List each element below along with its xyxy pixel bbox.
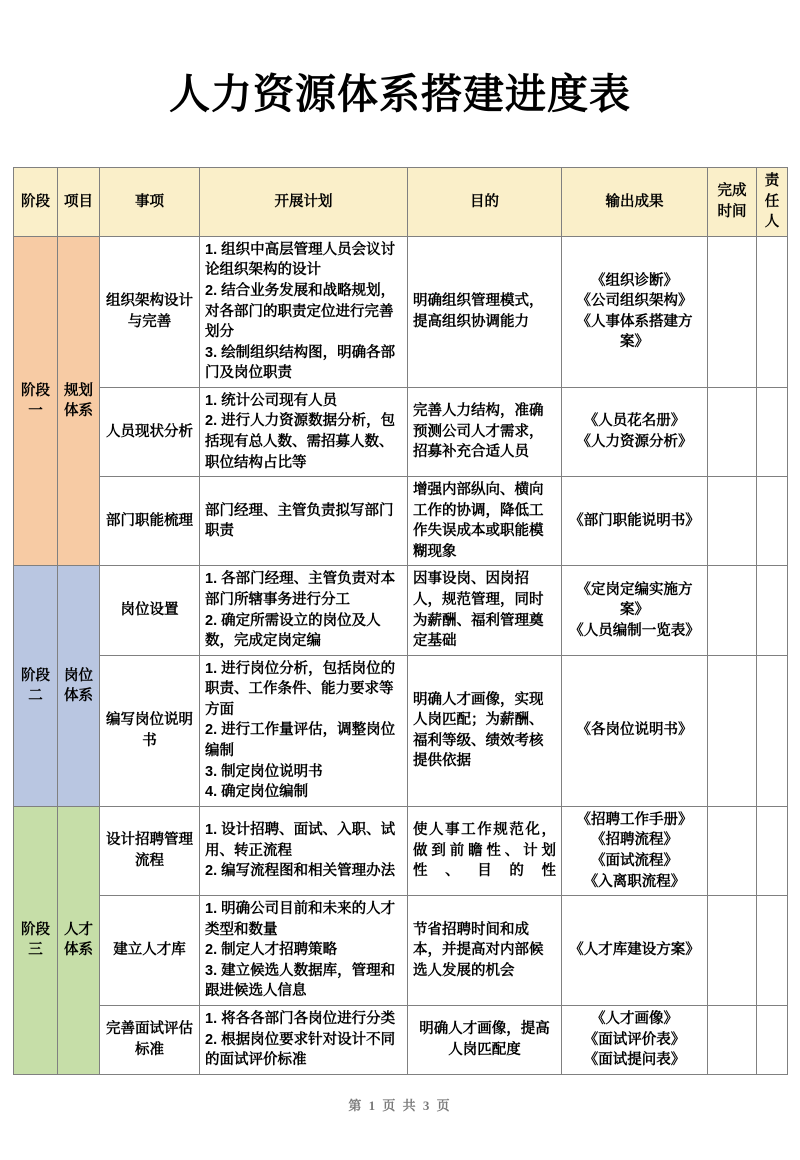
owner-cell[interactable] — [757, 236, 788, 387]
plan-line: 1. 设计招聘、面试、入职、试用、转正流程 — [205, 822, 396, 859]
table-row — [14, 1006, 788, 1075]
output-line: 《人力资源分析》 — [576, 433, 693, 450]
completion-date-cell[interactable] — [708, 806, 757, 895]
output-cell — [562, 236, 708, 387]
output-line: 《人员花名册》 — [583, 413, 686, 430]
plan-line: 2. 确定所需设立的岗位及人数，完成定岗定编 — [205, 612, 381, 650]
column-header-purpose: 目的 — [408, 168, 562, 237]
output-line: 《组织诊断》 — [591, 272, 678, 289]
table-row — [14, 566, 788, 655]
item-cell: 岗位设置 — [100, 566, 200, 655]
completion-date-cell[interactable] — [708, 896, 757, 1006]
output-line: 《面试提问表》 — [583, 1052, 686, 1069]
output-cell — [562, 477, 708, 566]
plan-cell — [200, 236, 408, 387]
completion-date-cell[interactable] — [708, 655, 757, 806]
owner-cell[interactable] — [757, 387, 788, 476]
plan-cell — [200, 387, 408, 476]
plan-line: 部门经理、主管负责拟写部门职责 — [205, 502, 394, 540]
project-cell: 规划体系 — [58, 236, 100, 566]
plan-line: 3. 建立候选人数据库，管理和跟进候选人信息 — [205, 962, 396, 1000]
output-cell — [562, 896, 708, 1006]
table-row — [14, 236, 788, 387]
column-header-plan: 开展计划 — [200, 168, 408, 237]
column-header-item: 事项 — [100, 168, 200, 237]
table-container — [0, 167, 800, 1075]
item-cell: 编写岗位说明书 — [100, 655, 200, 806]
plan-line: 1. 统计公司现有人员 — [205, 392, 338, 409]
completion-date-cell[interactable] — [708, 387, 757, 476]
item-cell: 设计招聘管理流程 — [100, 806, 200, 895]
output-cell — [562, 655, 708, 806]
column-header-output: 输出成果 — [562, 168, 708, 237]
output-line: 《面试流程》 — [591, 852, 678, 869]
plan-line: 2. 进行人力资源数据分析，包括现有总人数、需招募人数、职位结构占比等 — [205, 413, 396, 471]
output-line: 《人员编制一览表》 — [569, 622, 700, 639]
table-row — [14, 477, 788, 566]
owner-cell[interactable] — [757, 1006, 788, 1075]
plan-cell — [200, 806, 408, 895]
column-header-date: 完成时间 — [708, 168, 757, 237]
output-line: 《部门职能说明书》 — [569, 512, 700, 529]
output-line: 《定岗定编实施方案》 — [576, 581, 693, 619]
column-header-project: 项目 — [58, 168, 100, 237]
completion-date-cell[interactable] — [708, 1006, 757, 1075]
purpose-cell: 完善人力结构，准确预测公司人才需求，招募补充合适人员 — [408, 387, 562, 476]
completion-date-cell[interactable] — [708, 477, 757, 566]
output-line: 《面试评价表》 — [583, 1031, 686, 1048]
table-row — [14, 896, 788, 1006]
plan-line: 2. 根据岗位要求针对设计不同的面试评价标准 — [205, 1031, 396, 1069]
plan-cell — [200, 566, 408, 655]
purpose-cell: 增强内部纵向、横向工作的协调，降低工作失误成本或职能模糊现象 — [408, 477, 562, 566]
output-line: 《招聘流程》 — [591, 832, 678, 849]
item-cell: 人员现状分析 — [100, 387, 200, 476]
item-cell: 完善面试评估标准 — [100, 1006, 200, 1075]
stage-cell: 阶段二 — [14, 566, 58, 806]
owner-cell[interactable] — [757, 566, 788, 655]
progress-table — [13, 167, 788, 1075]
plan-line: 3. 绘制组织结构图，明确各部门及岗位职责 — [205, 344, 396, 382]
plan-line: 1. 将各各部门各岗位进行分类 — [205, 1011, 396, 1027]
table-row — [14, 806, 788, 895]
output-cell — [562, 806, 708, 895]
column-header-stage: 阶段 — [14, 168, 58, 237]
plan-line: 1. 组织中高层管理人员会议讨论组织架构的设计 — [205, 241, 396, 279]
owner-cell[interactable] — [757, 477, 788, 566]
project-cell: 人才体系 — [58, 806, 100, 1074]
page-title: 人力资源体系搭建进度表 — [169, 70, 631, 119]
purpose-cell: 因事设岗、因岗招人，规范管理，同时为薪酬、福利管理奠定基础 — [408, 566, 562, 655]
plan-line: 3. 制定岗位说明书 — [205, 763, 323, 780]
table-row — [14, 387, 788, 476]
purpose-cell: 使人事工作规范化，做到前瞻性、计划性、目的性 — [408, 806, 562, 895]
output-line: 《入离职流程》 — [583, 873, 686, 890]
plan-line: 1. 各部门经理、主管负责对本部门所辖事务进行分工 — [205, 571, 396, 609]
page-footer: 第 1 页 共 3 页 — [348, 1097, 452, 1113]
plan-cell — [200, 896, 408, 1006]
table-header — [14, 168, 788, 237]
plan-line: 2. 编写流程图和相关管理办法 — [205, 863, 396, 880]
owner-cell[interactable] — [757, 896, 788, 1006]
purpose-cell: 明确组织管理模式，提高组织协调能力 — [408, 236, 562, 387]
plan-line: 2. 结合业务发展和战略规划，对各部门的职责定位进行完善划分 — [205, 282, 396, 341]
output-line: 《人才画像》 — [591, 1011, 678, 1027]
plan-cell — [200, 655, 408, 806]
item-cell: 组织架构设计与完善 — [100, 236, 200, 387]
owner-cell[interactable] — [757, 655, 788, 806]
plan-cell — [200, 1006, 408, 1075]
table-body — [14, 236, 788, 1074]
plan-line: 1. 进行岗位分析，包括岗位的职责、工作条件、能力要求等方面 — [205, 660, 396, 718]
plan-line: 2. 进行工作量评估，调整岗位编制 — [205, 722, 396, 760]
purpose-cell: 节省招聘时间和成本，并提高对内部候选人发展的机会 — [408, 896, 562, 1006]
item-cell: 建立人才库 — [100, 896, 200, 1006]
stage-cell: 阶段三 — [14, 806, 58, 1074]
completion-date-cell[interactable] — [708, 236, 757, 387]
purpose-cell: 明确人才画像，实现人岗匹配；为薪酬、福利等级、绩效考核提供依据 — [408, 655, 562, 806]
item-cell: 部门职能梳理 — [100, 477, 200, 566]
output-line: 《公司组织架构》 — [576, 293, 693, 310]
output-cell — [562, 1006, 708, 1075]
document-page — [0, 27, 800, 1160]
plan-line: 1. 明确公司目前和未来的人才类型和数量 — [205, 901, 396, 938]
project-cell: 岗位体系 — [58, 566, 100, 806]
output-cell — [562, 387, 708, 476]
plan-line: 4. 确定岗位编制 — [205, 784, 309, 801]
output-line: 《招聘工作手册》 — [576, 811, 693, 828]
plan-line: 2. 制定人才招聘策略 — [205, 942, 338, 959]
stage-cell: 阶段一 — [14, 236, 58, 566]
output-line: 《人才库建设方案》 — [569, 942, 700, 959]
table-row — [14, 655, 788, 806]
column-header-owner: 责任人 — [757, 168, 788, 237]
owner-cell[interactable] — [757, 806, 788, 895]
output-line: 《各岗位说明书》 — [576, 722, 693, 739]
header-row — [14, 168, 788, 237]
purpose-cell: 明确人才画像，提高人岗匹配度 — [408, 1006, 562, 1075]
output-cell — [562, 566, 708, 655]
completion-date-cell[interactable] — [708, 566, 757, 655]
output-line: 《人事体系搭建方案》 — [576, 313, 693, 351]
plan-cell — [200, 477, 408, 566]
